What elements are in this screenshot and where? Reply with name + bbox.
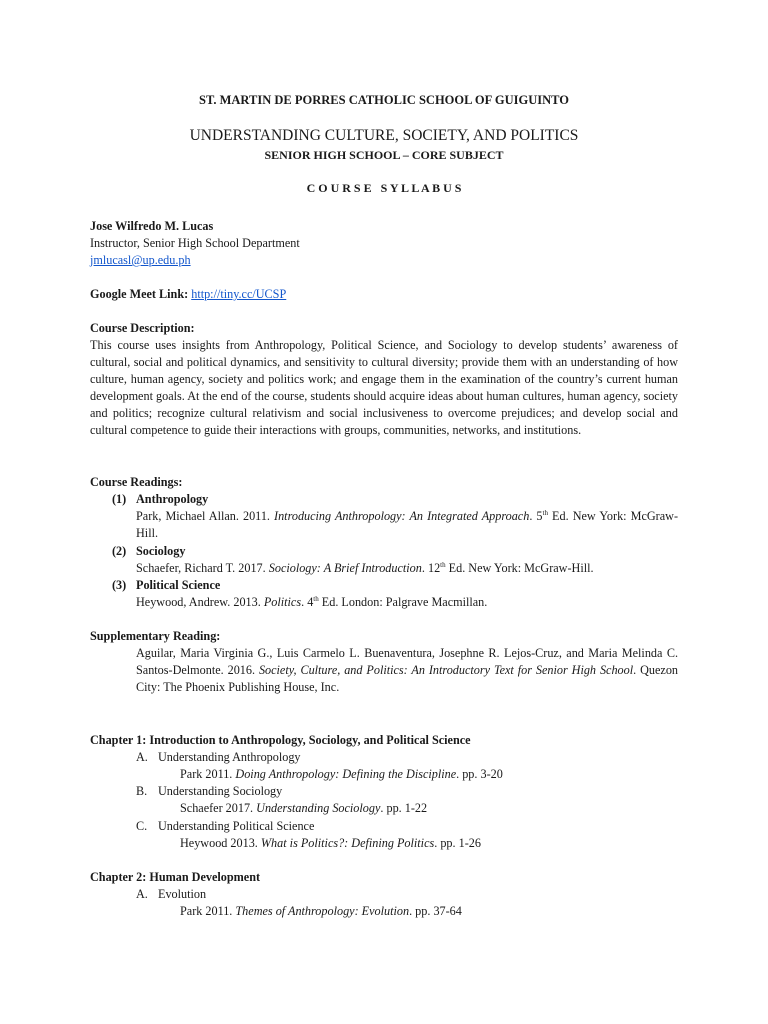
instructor-email-link[interactable]: jmlucasl@up.edu.ph [90, 253, 191, 267]
chapter-item-reference: Heywood 2013. What is Politics?: Defining Politics. pp. 1-26 [180, 836, 481, 850]
description-text: This course uses insights from Anthropology, Political Science, and Sociology to develop students’ awareness of cultural, social and political dynamics, and sensitivity to cultural diversity; provide them with an understanding of how culture, human agency, society and politics work; and engage them in the examination of the country’s current human development goals. At the end of the course, students should acquire ideas about human cultures, human agency, society and politics; recognize cultural relativism and social inclusiveness to overcome prejudices; and develop social and cultural competence to guide their interactions with groups, communities, networks, and institutions. [90, 338, 678, 437]
chapter-item-letter: A. [136, 750, 148, 764]
chapter-title: Chapter 1: Introduction to Anthropology, Sociology, and Political Science [90, 733, 471, 747]
chapter-item-letter: A. [136, 887, 148, 901]
supplementary-reference: Aguilar, Maria Virginia G., Luis Carmelo L. Buenaventura, Josephne R. Lejos-Cruz, and Maria Melinda C. Santos-Delmonte. 2016. Society, Culture, and Politics: An Introductory Text for Senior High School. Quezon City: The Phoenix Publishing House, Inc. [136, 646, 679, 694]
readings-heading: Course Readings: [90, 475, 183, 489]
reading-number: (1) [112, 492, 127, 506]
chapter-item-letter: B. [136, 784, 148, 798]
course-subtitle: SENIOR HIGH SCHOOL – CORE SUBJECT [264, 148, 504, 162]
supplementary-heading: Supplementary Reading: [90, 629, 221, 643]
reading-subject: Sociology [136, 544, 186, 558]
chapter-item-reference: Schaefer 2017. Understanding Sociology. pp. 1-22 [180, 801, 428, 815]
reading-reference: Schaefer, Richard T. 2017. Sociology: A Brief Introduction. 12th Ed. New York: McGraw-Hill. [136, 560, 594, 575]
school-name: ST. MARTIN DE PORRES CATHOLIC SCHOOL OF GUIGUINTO [199, 93, 569, 107]
description-heading: Course Description: [90, 321, 195, 335]
chapter-item-reference: Park 2011. Doing Anthropology: Defining the Discipline. pp. 3-20 [180, 767, 503, 781]
meet-link-label: Google Meet Link: [90, 287, 189, 301]
chapter-title: Chapter 2: Human Development [90, 870, 261, 884]
reading-reference: Park, Michael Allan. 2011. Introducing Anthropology: An Integrated Approach. 5th Ed. New York: McGraw-Hill. [136, 508, 679, 540]
instructor-role: Instructor, Senior High School Department [90, 236, 300, 250]
course-title: UNDERSTANDING CULTURE, SOCIETY, AND POLITICS [189, 127, 579, 144]
instructor-name: Jose Wilfredo M. Lucas [90, 219, 214, 233]
reading-number: (2) [112, 544, 127, 558]
document-type: C O U R S E S Y L L A B U S [306, 181, 462, 195]
chapter-item-label: Understanding Anthropology [158, 750, 301, 764]
reading-subject: Political Science [136, 578, 221, 592]
reading-number: (3) [112, 578, 127, 592]
reading-reference: Heywood, Andrew. 2013. Politics. 4th Ed. London: Palgrave Macmillan. [136, 594, 488, 609]
chapter-item-label: Evolution [158, 887, 207, 901]
chapter-item-reference: Park 2011. Themes of Anthropology: Evolution. pp. 37-64 [180, 904, 462, 918]
chapter-item-label: Understanding Sociology [158, 784, 283, 798]
meet-link-row [90, 286, 286, 303]
chapter-item-letter: C. [136, 819, 148, 833]
meet-link[interactable]: http://tiny.cc/UCSP [191, 287, 287, 301]
reading-subject: Anthropology [136, 492, 209, 506]
chapter-item-label: Understanding Political Science [158, 819, 315, 833]
